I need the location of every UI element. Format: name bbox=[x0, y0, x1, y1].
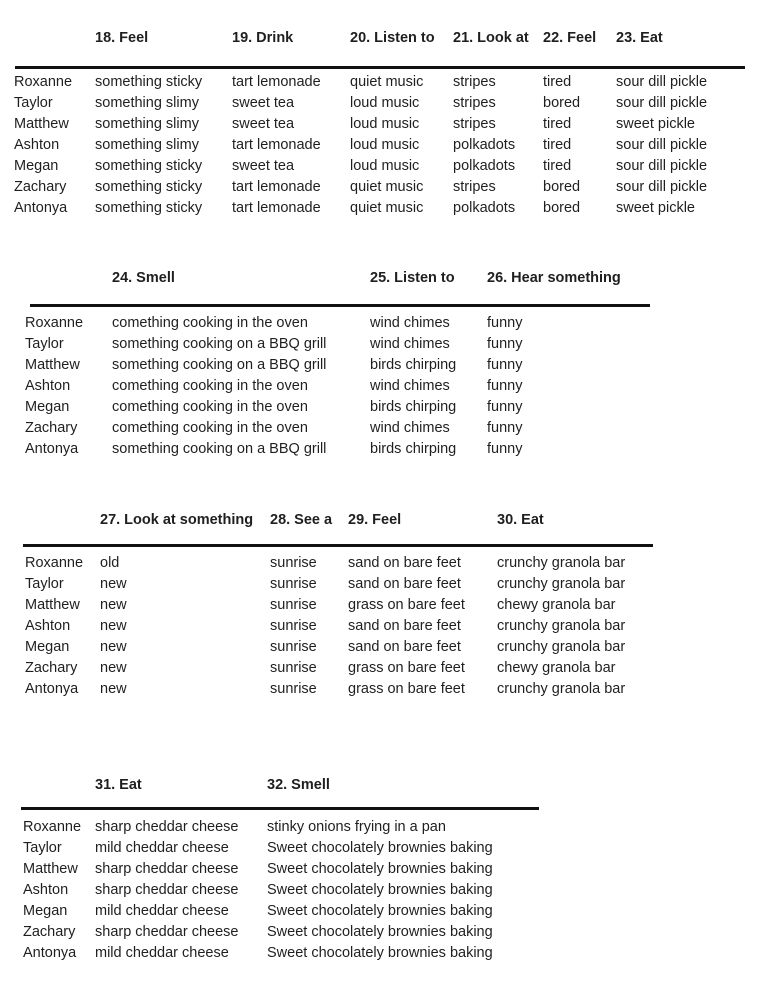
column-header: 29. Feel bbox=[348, 512, 402, 528]
row-value: chewy granola bar bbox=[497, 660, 616, 676]
row-value: Sweet chocolately brownies baking bbox=[267, 945, 493, 961]
row-value: tired bbox=[543, 137, 572, 153]
row-name: Ashton bbox=[25, 378, 71, 394]
row-name: Zachary bbox=[25, 660, 78, 676]
table-questions-18-23 bbox=[14, 30, 775, 219]
row-value: sharp cheddar cheese bbox=[95, 819, 239, 835]
row-value: something sticky bbox=[95, 158, 203, 174]
row-value: sweet pickle bbox=[616, 116, 695, 132]
row-value: sunrise bbox=[270, 660, 317, 676]
row-value: mild cheddar cheese bbox=[95, 945, 229, 961]
row-value: sunrise bbox=[270, 681, 317, 697]
row-value: wind chimes bbox=[370, 420, 450, 436]
row-value: loud music bbox=[350, 158, 420, 174]
row-value: sand on bare feet bbox=[348, 555, 461, 571]
row-value: sour dill pickle bbox=[616, 74, 708, 90]
row-value: stinky onions frying in a pan bbox=[267, 819, 446, 835]
row-value: tart lemonade bbox=[232, 179, 321, 195]
row-value: wind chimes bbox=[370, 378, 450, 394]
row-name: Antonya bbox=[23, 945, 77, 961]
row-value: sour dill pickle bbox=[616, 95, 708, 111]
row-value: sour dill pickle bbox=[616, 137, 708, 153]
row-value: sand on bare feet bbox=[348, 576, 461, 592]
row-value: sunrise bbox=[270, 597, 317, 613]
row-value: sharp cheddar cheese bbox=[95, 924, 239, 940]
row-name: Megan bbox=[14, 158, 59, 174]
row-value: crunchy granola bar bbox=[497, 555, 626, 571]
column-header: 19. Drink bbox=[232, 30, 294, 46]
row-value: sunrise bbox=[270, 639, 317, 655]
row-value: something slimy bbox=[95, 95, 199, 111]
row-value: sand on bare feet bbox=[348, 639, 461, 655]
row-value: something sticky bbox=[95, 74, 203, 90]
row-name: Ashton bbox=[14, 137, 60, 153]
row-value: grass on bare feet bbox=[348, 660, 465, 676]
row-value: sweet tea bbox=[232, 95, 295, 111]
row-name: Zachary bbox=[14, 179, 67, 195]
row-value: comething cooking in the oven bbox=[112, 378, 308, 394]
row-value: Sweet chocolately brownies baking bbox=[267, 861, 493, 877]
row-value: loud music bbox=[350, 116, 420, 132]
row-value: wind chimes bbox=[370, 336, 450, 352]
row-value: crunchy granola bar bbox=[497, 618, 626, 634]
row-value: bored bbox=[543, 179, 581, 195]
row-value: tart lemonade bbox=[232, 137, 321, 153]
row-name: Roxanne bbox=[14, 74, 73, 90]
row-value: mild cheddar cheese bbox=[95, 840, 229, 856]
column-header: 30. Eat bbox=[497, 512, 544, 528]
row-value: crunchy granola bar bbox=[497, 576, 626, 592]
row-value: sunrise bbox=[270, 618, 317, 634]
row-value: polkadots bbox=[453, 158, 516, 174]
row-value: comething cooking in the oven bbox=[112, 315, 308, 331]
row-name: Roxanne bbox=[25, 555, 84, 571]
row-value: comething cooking in the oven bbox=[112, 420, 308, 436]
row-value: sour dill pickle bbox=[616, 158, 708, 174]
row-name: Taylor bbox=[23, 840, 62, 856]
row-value: grass on bare feet bbox=[348, 597, 465, 613]
row-name: Taylor bbox=[14, 95, 53, 111]
row-value: tart lemonade bbox=[232, 74, 321, 90]
row-name: Taylor bbox=[25, 576, 64, 592]
row-value: something sticky bbox=[95, 179, 203, 195]
row-name: Antonya bbox=[25, 681, 79, 697]
row-value: bored bbox=[543, 200, 581, 216]
row-value: sunrise bbox=[270, 555, 317, 571]
row-value: something cooking on a BBQ grill bbox=[112, 441, 327, 457]
row-value: stripes bbox=[453, 116, 496, 132]
row-name: Zachary bbox=[25, 420, 78, 436]
name-column-header bbox=[14, 30, 95, 66]
row-value: new bbox=[100, 660, 127, 676]
row-value: funny bbox=[487, 441, 523, 457]
row-value: something slimy bbox=[95, 116, 199, 132]
row-value: tired bbox=[543, 158, 572, 174]
row-value: sharp cheddar cheese bbox=[95, 882, 239, 898]
row-value: stripes bbox=[453, 95, 496, 111]
row-value: old bbox=[100, 555, 120, 571]
row-value: sour dill pickle bbox=[616, 179, 708, 195]
row-value: birds chirping bbox=[370, 399, 457, 415]
column-header: 20. Listen to bbox=[350, 30, 435, 46]
row-value: funny bbox=[487, 378, 523, 394]
row-value: quiet music bbox=[350, 200, 424, 216]
row-value: Sweet chocolately brownies baking bbox=[267, 840, 493, 856]
header-rule bbox=[30, 304, 650, 307]
row-value: stripes bbox=[453, 74, 496, 90]
row-value: bored bbox=[543, 95, 581, 111]
column-header: 23. Eat bbox=[616, 30, 663, 46]
table-questions-27-30 bbox=[25, 512, 773, 700]
name-column-header bbox=[23, 777, 95, 807]
header-rule bbox=[23, 544, 653, 547]
row-value: birds chirping bbox=[370, 441, 457, 457]
row-value: comething cooking in the oven bbox=[112, 399, 308, 415]
row-value: tart lemonade bbox=[232, 200, 321, 216]
row-value: Sweet chocolately brownies baking bbox=[267, 903, 493, 919]
row-name: Megan bbox=[23, 903, 68, 919]
row-value: chewy granola bar bbox=[497, 597, 616, 613]
row-name: Zachary bbox=[23, 924, 76, 940]
row-value: loud music bbox=[350, 137, 420, 153]
row-value: wind chimes bbox=[370, 315, 450, 331]
row-value: new bbox=[100, 681, 127, 697]
row-value: funny bbox=[487, 315, 523, 331]
row-value: polkadots bbox=[453, 200, 516, 216]
row-value: mild cheddar cheese bbox=[95, 903, 229, 919]
row-name: Roxanne bbox=[23, 819, 82, 835]
row-value: new bbox=[100, 618, 127, 634]
table-questions-24-26 bbox=[25, 270, 773, 460]
row-value: sand on bare feet bbox=[348, 618, 461, 634]
row-value: new bbox=[100, 576, 127, 592]
row-value: new bbox=[100, 639, 127, 655]
row-name: Megan bbox=[25, 639, 70, 655]
row-name: Antonya bbox=[25, 441, 79, 457]
row-name: Matthew bbox=[14, 116, 69, 132]
row-value: funny bbox=[487, 399, 523, 415]
row-value: something sticky bbox=[95, 200, 203, 216]
row-value: new bbox=[100, 597, 127, 613]
row-value: crunchy granola bar bbox=[497, 681, 626, 697]
row-value: something cooking on a BBQ grill bbox=[112, 357, 327, 373]
row-name: Taylor bbox=[25, 336, 64, 352]
row-value: Sweet chocolately brownies baking bbox=[267, 882, 493, 898]
row-value: crunchy granola bar bbox=[497, 639, 626, 655]
column-header: 24. Smell bbox=[112, 270, 175, 286]
name-column-header bbox=[25, 270, 112, 304]
row-value: tired bbox=[543, 74, 572, 90]
name-column-header bbox=[25, 512, 100, 544]
row-value: something cooking on a BBQ grill bbox=[112, 336, 327, 352]
row-name: Antonya bbox=[14, 200, 68, 216]
row-name: Roxanne bbox=[25, 315, 84, 331]
row-name: Megan bbox=[25, 399, 70, 415]
header-rule bbox=[21, 807, 539, 810]
row-value: sunrise bbox=[270, 576, 317, 592]
row-value: sweet pickle bbox=[616, 200, 695, 216]
column-header: 28. See a bbox=[270, 512, 333, 528]
column-header: 21. Look at bbox=[453, 30, 529, 46]
column-header: 26. Hear something bbox=[487, 270, 621, 286]
column-header: 27. Look at something bbox=[100, 512, 254, 528]
row-value: loud music bbox=[350, 95, 420, 111]
row-value: funny bbox=[487, 336, 523, 352]
column-header: 18. Feel bbox=[95, 30, 149, 46]
row-value: sweet tea bbox=[232, 158, 295, 174]
header-rule bbox=[15, 66, 745, 69]
row-name: Matthew bbox=[25, 357, 80, 373]
column-header: 31. Eat bbox=[95, 777, 142, 793]
row-value: tired bbox=[543, 116, 572, 132]
row-value: funny bbox=[487, 357, 523, 373]
row-value: sharp cheddar cheese bbox=[95, 861, 239, 877]
row-value: quiet music bbox=[350, 179, 424, 195]
row-name: Matthew bbox=[25, 597, 80, 613]
row-value: birds chirping bbox=[370, 357, 457, 373]
row-value: stripes bbox=[453, 179, 496, 195]
row-value: grass on bare feet bbox=[348, 681, 465, 697]
row-value: Sweet chocolately brownies baking bbox=[267, 924, 493, 940]
column-header: 22. Feel bbox=[543, 30, 597, 46]
row-value: funny bbox=[487, 420, 523, 436]
row-value: quiet music bbox=[350, 74, 424, 90]
column-header: 25. Listen to bbox=[370, 270, 455, 286]
row-value: sweet tea bbox=[232, 116, 295, 132]
row-name: Ashton bbox=[23, 882, 69, 898]
column-header: 32. Smell bbox=[267, 777, 330, 793]
row-value: something slimy bbox=[95, 137, 199, 153]
row-name: Matthew bbox=[23, 861, 78, 877]
table-questions-31-32 bbox=[23, 777, 773, 964]
row-name: Ashton bbox=[25, 618, 71, 634]
row-value: polkadots bbox=[453, 137, 516, 153]
